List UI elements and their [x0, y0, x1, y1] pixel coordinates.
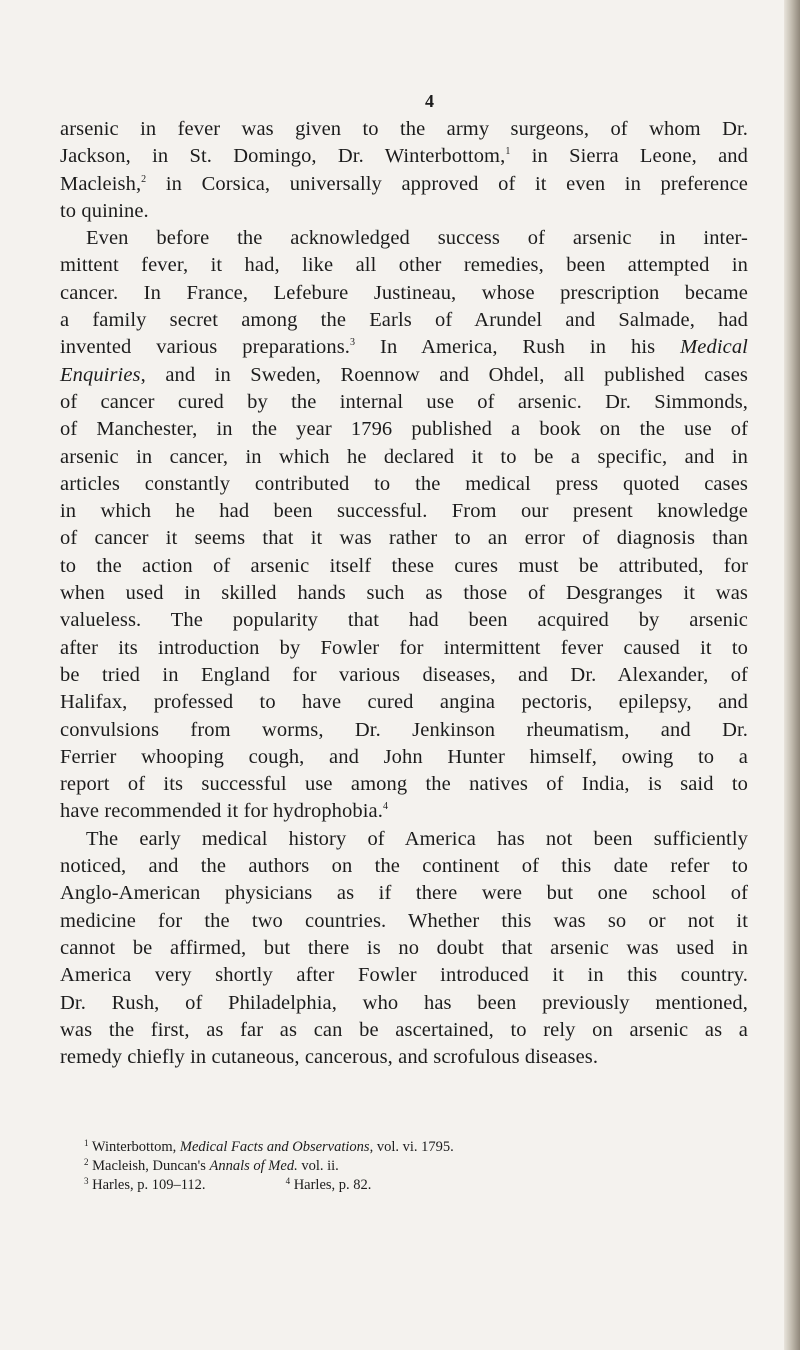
footnote-ref: 1	[84, 1138, 89, 1148]
text-line: of cancer it seems that it was rather to an error of diagnosis than	[60, 527, 748, 550]
text-line: arsenic in fever was given to the army surgeons, of whom Dr.	[60, 118, 748, 140]
text-line: a family secret among the Earls of Arundel and Salmade, had	[60, 309, 748, 332]
text-line: noticed, and the authors on the continent of this date refer to	[60, 855, 748, 878]
text-line: to the action of arsenic itself these cures must be attributed, for	[60, 554, 748, 577]
text-line: Enquiries, and in Sweden, Roennow and Ohdel, all published cases	[60, 363, 748, 386]
footnote-ref: 4	[285, 1176, 291, 1186]
footnotes	[84, 1138, 748, 1195]
text-line: The early medical history of America has not been sufficiently	[86, 827, 748, 850]
text-line: convulsions from worms, Dr. Jenkinson rheumatism, and Dr.	[60, 718, 748, 741]
text-line: Ferrier whooping cough, and John Hunter himself, owing to a	[60, 745, 748, 768]
text-line: Halifax, professed to have cured angina pectoris, epilepsy, and	[60, 691, 748, 714]
text-line: articles constantly contributed to the medical press quoted cases	[60, 472, 748, 495]
text-line: remedy chiefly in cutaneous, cancerous, and scrofulous diseases.	[60, 1046, 599, 1069]
footnote-ref: 1	[505, 146, 511, 158]
text-line: after its introduction by Fowler for intermittent fever caused it to	[60, 636, 748, 659]
text-line: medicine for the two countries. Whether this was so or not it	[60, 909, 748, 932]
footnote-line: $^1$ Winterbottom, Medical Facts and Observations, vol. vi. 1795.	[84, 1138, 454, 1155]
text-line: of Manchester, in the year 1796 published a book on the use of	[60, 418, 748, 441]
text-line: cancer. In France, Lefebure Justineau, whose prescription became	[60, 281, 748, 304]
text-line: mittent fever, it had, like all other remedies, been attempted in	[60, 254, 748, 277]
footnote-line: $^2$ Macleish, Duncan's Annals of Med. vol. ii.	[84, 1157, 339, 1174]
body-text	[60, 116, 748, 1071]
text-line: Dr. Rush, of Philadelphia, who has been previously mentioned,	[60, 991, 748, 1014]
text-line: arsenic in cancer, in which he declared it to be a specific, and in	[60, 445, 748, 468]
page-edge-shadow	[784, 0, 800, 1350]
text-line: have recommended it for hydrophobia.$^4$	[60, 800, 389, 823]
text-line: Anglo-American physicians as if there were but one school of	[60, 882, 748, 905]
text-line: America very shortly after Fowler introduced it in this country.	[60, 964, 748, 987]
text-line: Jackson, in St. Domingo, Dr. Winterbottom,$^1$ in Sierra Leone, and	[60, 145, 749, 168]
footnote-ref: 2	[141, 173, 147, 185]
text-line: of cancer cured by the internal use of arsenic. Dr. Simmonds,	[60, 390, 748, 413]
text-line: cannot be affirmed, but there is no doubt that arsenic was used in	[60, 936, 748, 959]
text-line: when used in skilled hands such as those of Desgranges it was	[60, 582, 748, 605]
footnote-ref: 2	[84, 1157, 89, 1167]
footnote-ref: 3	[84, 1176, 89, 1186]
footnote-ref: 4	[382, 801, 389, 813]
text-line: valueless. The popularity that had been acquired by arsenic	[60, 609, 748, 632]
text-line: in which he had been successful. From our present knowledge	[60, 500, 748, 523]
footnote-line: $^3$ Harles, p. 109–112. $^4$ Harles, p. 82.	[84, 1176, 372, 1193]
footnote-ref: 3	[350, 337, 356, 349]
text-line: Even before the acknowledged success of arsenic in inter-	[86, 227, 748, 250]
text-line: be tried in England for various diseases, and Dr. Alexander, of	[60, 663, 748, 686]
text-line: to quinine.	[60, 199, 149, 222]
text-line: invented various preparations.$^3$ In America, Rush in his Medical	[60, 336, 748, 359]
text-line: report of its successful use among the natives of India, is said to	[60, 773, 748, 796]
page-number: 4	[425, 91, 434, 111]
text-line: Macleish,$^2$ in Corsica, universally approved of it even in preference	[60, 172, 748, 195]
text-line: was the first, as far as can be ascertained, to rely on arsenic as a	[60, 1018, 748, 1041]
